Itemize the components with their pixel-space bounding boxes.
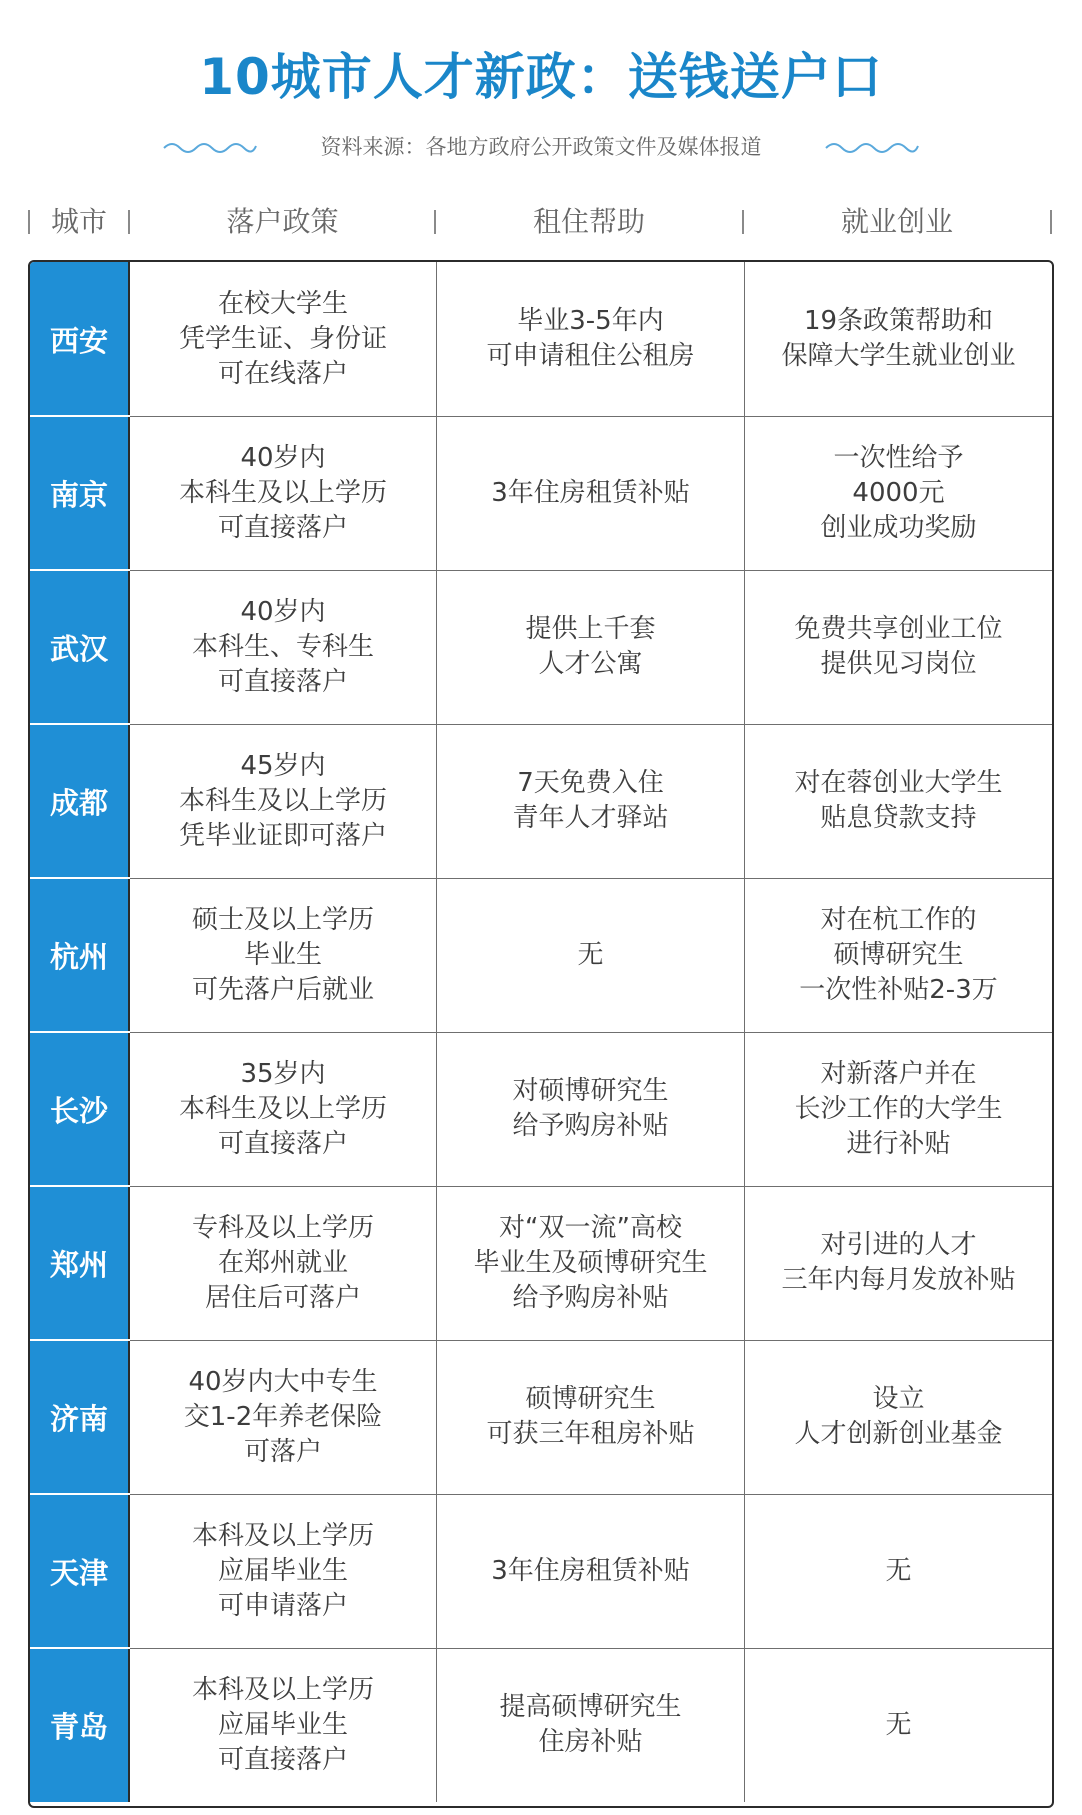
settle-policy-cell: 40岁内 本科生、专科生 可直接落户: [130, 570, 437, 724]
employment-cell: 对在蓉创业大学生 贴息贷款支持: [794, 768, 1003, 833]
city-row-divider: [30, 569, 130, 571]
table-row: [30, 1032, 1052, 1186]
city-row-divider: [30, 1339, 130, 1341]
settle-policy-cell: 40岁内大中专生 交1-2年养老保险 可落户: [130, 1340, 437, 1494]
employment-cell: 免费共享创业工位 提供见习岗位: [794, 614, 1003, 679]
city-name: 济南: [30, 1340, 130, 1494]
source-text: 资料来源：各地方政府公开政策文件及媒体报道: [320, 135, 762, 159]
housing-help-cell: 对“双一流”高校 毕业生及硕博研究生 给予购房补贴: [437, 1186, 745, 1340]
city-name: 郑州: [30, 1186, 130, 1340]
housing-help-cell: 无: [437, 878, 745, 1032]
settle-policy-cell: 本科及以上学历 应届毕业生 可申请落户: [130, 1494, 437, 1648]
page-title: 10城市人才新政：送钱送户口: [199, 48, 883, 106]
table-row: [30, 1648, 1052, 1802]
table-row: [30, 1340, 1052, 1494]
header-employment: 就业创业: [840, 205, 953, 238]
city-row-divider: [30, 877, 130, 879]
city-name: 西安: [30, 262, 130, 416]
row-divider: [130, 724, 1052, 725]
source-line: [0, 130, 1082, 164]
city-row-divider: [30, 1185, 130, 1187]
wave-decoration-icon: [824, 136, 920, 156]
city-row-divider: [30, 415, 130, 417]
employment-cell: 无: [885, 1709, 912, 1740]
row-divider: [130, 1186, 1052, 1187]
header-settle-policy: 落户政策: [226, 205, 339, 238]
city-name: 青岛: [30, 1648, 130, 1802]
row-divider: [130, 1648, 1052, 1649]
city-row-divider: [30, 1031, 130, 1033]
city-name: 南京: [30, 416, 130, 570]
employment-cell: 无: [885, 1555, 912, 1586]
city-row-divider: [30, 1493, 130, 1495]
policy-table: [28, 260, 1054, 1808]
housing-help-cell: 提供上千套 人才公寓: [437, 570, 745, 724]
header-city: 城市: [50, 205, 107, 238]
employment-cell: 对新落户并在 长沙工作的大学生 进行补贴: [794, 1058, 1003, 1159]
employment-cell: 对在杭工作的 硕博研究生 一次性补贴2-3万: [799, 904, 998, 1005]
city-name: 杭州: [30, 878, 130, 1032]
settle-policy-cell: 专科及以上学历 在郑州就业 居住后可落户: [130, 1186, 437, 1340]
settle-policy-cell: 40岁内 本科生及以上学历 可直接落户: [130, 416, 437, 570]
housing-help-cell: 3年住房租赁补贴: [437, 416, 745, 570]
row-divider: [130, 1032, 1052, 1033]
housing-help-cell: 毕业3-5年内 可申请租住公租房: [437, 262, 745, 416]
row-divider: [130, 416, 1052, 417]
settle-policy-cell: 本科及以上学历 应届毕业生 可直接落户: [130, 1648, 437, 1802]
housing-help-cell: 对硕博研究生 给予购房补贴: [437, 1032, 745, 1186]
settle-policy-cell: 45岁内 本科生及以上学历 凭毕业证即可落户: [130, 724, 437, 878]
employment-cell: 设立 人才创新创业基金: [794, 1384, 1003, 1449]
row-divider: [130, 1494, 1052, 1495]
table-row: [30, 262, 1052, 416]
housing-help-cell: 3年住房租赁补贴: [437, 1494, 745, 1648]
table-row: [30, 878, 1052, 1032]
city-name: 长沙: [30, 1032, 130, 1186]
city-name: 天津: [30, 1494, 130, 1648]
employment-cell: 19条政策帮助和 保障大学生就业创业: [781, 306, 1016, 371]
table-row: [30, 1186, 1052, 1340]
housing-help-cell: 7天免费入住 青年人才驿站: [437, 724, 745, 878]
table-header: [28, 196, 1054, 248]
city-row-divider: [30, 723, 130, 725]
table-row: [30, 416, 1052, 570]
table-row: [30, 724, 1052, 878]
table-row: [30, 1494, 1052, 1648]
employment-cell: 一次性给予 4000元 创业成功奖励: [820, 442, 977, 543]
header-divider: [1050, 210, 1052, 234]
settle-policy-cell: 35岁内 本科生及以上学历 可直接落户: [130, 1032, 437, 1186]
city-name: 成都: [30, 724, 130, 878]
settle-policy-cell: 在校大学生 凭学生证、身份证 可在线落户: [130, 262, 437, 416]
city-row-divider: [30, 1647, 130, 1649]
row-divider: [130, 1340, 1052, 1341]
header-housing-help: 租住帮助: [532, 205, 645, 238]
row-divider: [130, 878, 1052, 879]
settle-policy-cell: 硕士及以上学历 毕业生 可先落户后就业: [130, 878, 437, 1032]
employment-cell: 对引进的人才 三年内每月发放补贴: [781, 1230, 1016, 1295]
housing-help-cell: 提高硕博研究生 住房补贴: [437, 1648, 745, 1802]
row-divider: [130, 570, 1052, 571]
housing-help-cell: 硕博研究生 可获三年租房补贴: [437, 1340, 745, 1494]
table-row: [30, 570, 1052, 724]
city-name: 武汉: [30, 570, 130, 724]
